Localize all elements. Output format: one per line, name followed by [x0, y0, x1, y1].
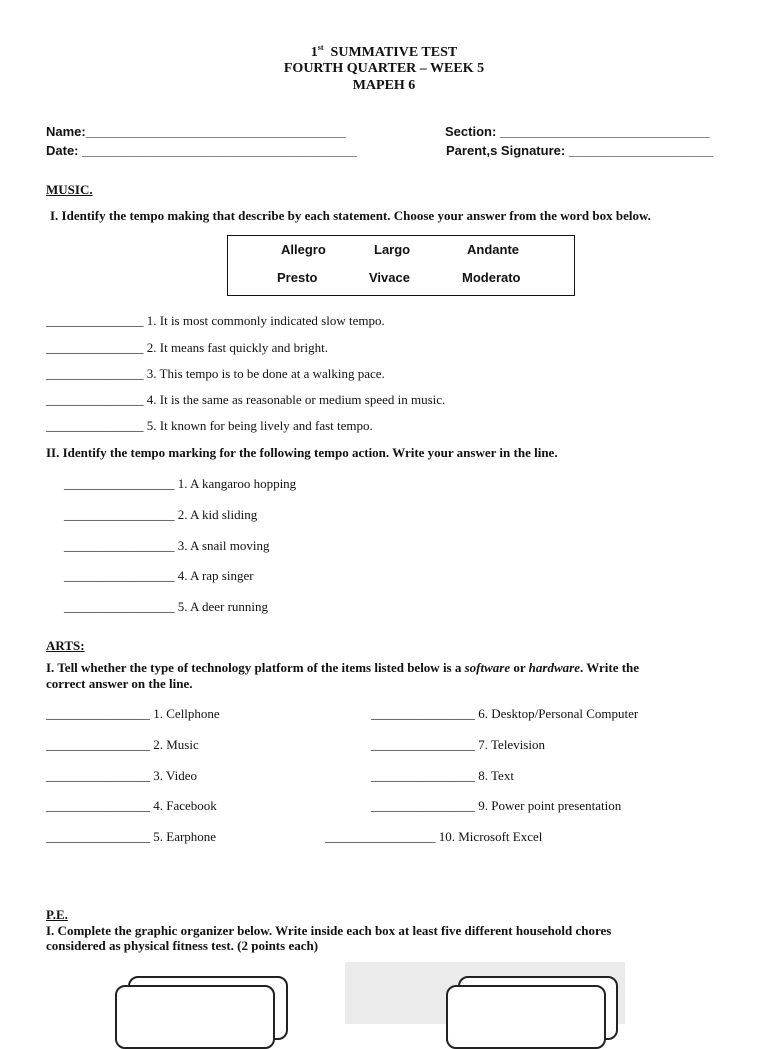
test-title [0, 43, 768, 61]
arts-heading: ARTS: [46, 638, 85, 653]
music-heading: MUSIC. [46, 182, 93, 197]
word-box-item: Vivace [369, 270, 410, 285]
music-part2-item[interactable]: _________________ 3. A snail moving [64, 538, 270, 553]
arts-instruction-part: . Write the [579, 660, 640, 675]
arts-item-left[interactable]: ________________ 3. Video [46, 768, 198, 783]
parent-signature-field[interactable]: Parent,s Signature: ____________________ [446, 143, 714, 158]
name-field[interactable]: Name:____________________________________ [46, 124, 347, 139]
arts-item-right[interactable]: ________________ 7. Television [371, 737, 545, 752]
title-text: SUMMATIVE TEST [330, 45, 458, 60]
arts-instruction-line2: correct answer on the line. [46, 676, 193, 691]
arts-instruction-part: I. Tell whether the type of technology platform of the items listed below is a [46, 660, 465, 675]
arts-item-left[interactable]: ________________ 1. Cellphone [46, 706, 220, 721]
arts-instruction [46, 660, 639, 676]
quarter-week-title: FOURTH QUARTER – WEEK 5 [283, 61, 485, 76]
arts-item-right[interactable]: ________________ 6. Desktop/Personal Computer [371, 706, 639, 721]
organizer-box[interactable] [446, 985, 606, 1049]
word-box [227, 235, 575, 296]
hardware-term: hardware [528, 660, 580, 675]
music-part1-item[interactable]: _______________ 2. It means fast quickly and bright. [46, 340, 328, 355]
pe-instruction-line2: considered as physical fitness test. (2 points each) [46, 938, 319, 953]
music-part1-item[interactable]: _______________ 1. It is most commonly indicated slow tempo. [46, 313, 385, 328]
arts-item-left[interactable]: ________________ 2. Music [46, 737, 199, 752]
music-part1-instruction: I. Identify the tempo making that describe by each statement. Choose your answer from the word box below. [50, 208, 651, 223]
pe-heading: P.E. [46, 907, 68, 922]
title-superscript: st [317, 43, 324, 52]
music-part2-item[interactable]: _________________ 5. A deer running [64, 599, 269, 614]
word-box-item: Moderato [462, 270, 521, 285]
section-field[interactable]: Section: _____________________________ [445, 124, 710, 139]
arts-item-right[interactable]: ________________ 8. Text [371, 768, 514, 783]
music-part2-item[interactable]: _________________ 4. A rap singer [64, 568, 254, 583]
arts-item-right[interactable]: ________________ 9. Power point presentation [371, 798, 622, 813]
word-box-item: Andante [467, 242, 519, 257]
word-box-item: Presto [277, 270, 318, 285]
music-part2-item[interactable]: _________________ 1. A kangaroo hopping [64, 476, 297, 491]
arts-item-left[interactable]: ________________ 4. Facebook [46, 798, 217, 813]
word-box-item: Largo [374, 242, 411, 257]
title-number: 1 [310, 45, 318, 60]
pe-instruction-line1: I. Complete the graphic organizer below. Write inside each box at least five different household chores [46, 923, 612, 938]
arts-item-right[interactable]: _________________ 10. Microsoft Excel [325, 829, 543, 844]
organizer-box[interactable] [115, 985, 275, 1049]
arts-instruction-part: or [510, 660, 529, 675]
music-part1-item[interactable]: _______________ 3. This tempo is to be done at a walking pace. [46, 366, 385, 381]
arts-item-left[interactable]: ________________ 5. Earphone [46, 829, 217, 844]
software-term: software [464, 660, 511, 675]
word-box-item: Allegro [281, 242, 326, 257]
music-part2-instruction: II. Identify the tempo marking for the following tempo action. Write your answer in the line. [46, 445, 558, 460]
date-field[interactable]: Date: ______________________________________ [46, 143, 357, 158]
music-part1-item[interactable]: _______________ 4. It is the same as reasonable or medium speed in music. [46, 392, 446, 407]
subject-title: MAPEH 6 [352, 78, 416, 93]
music-part1-item[interactable]: _______________ 5. It known for being lively and fast tempo. [46, 418, 373, 433]
music-part2-item[interactable]: _________________ 2. A kid sliding [64, 507, 258, 522]
